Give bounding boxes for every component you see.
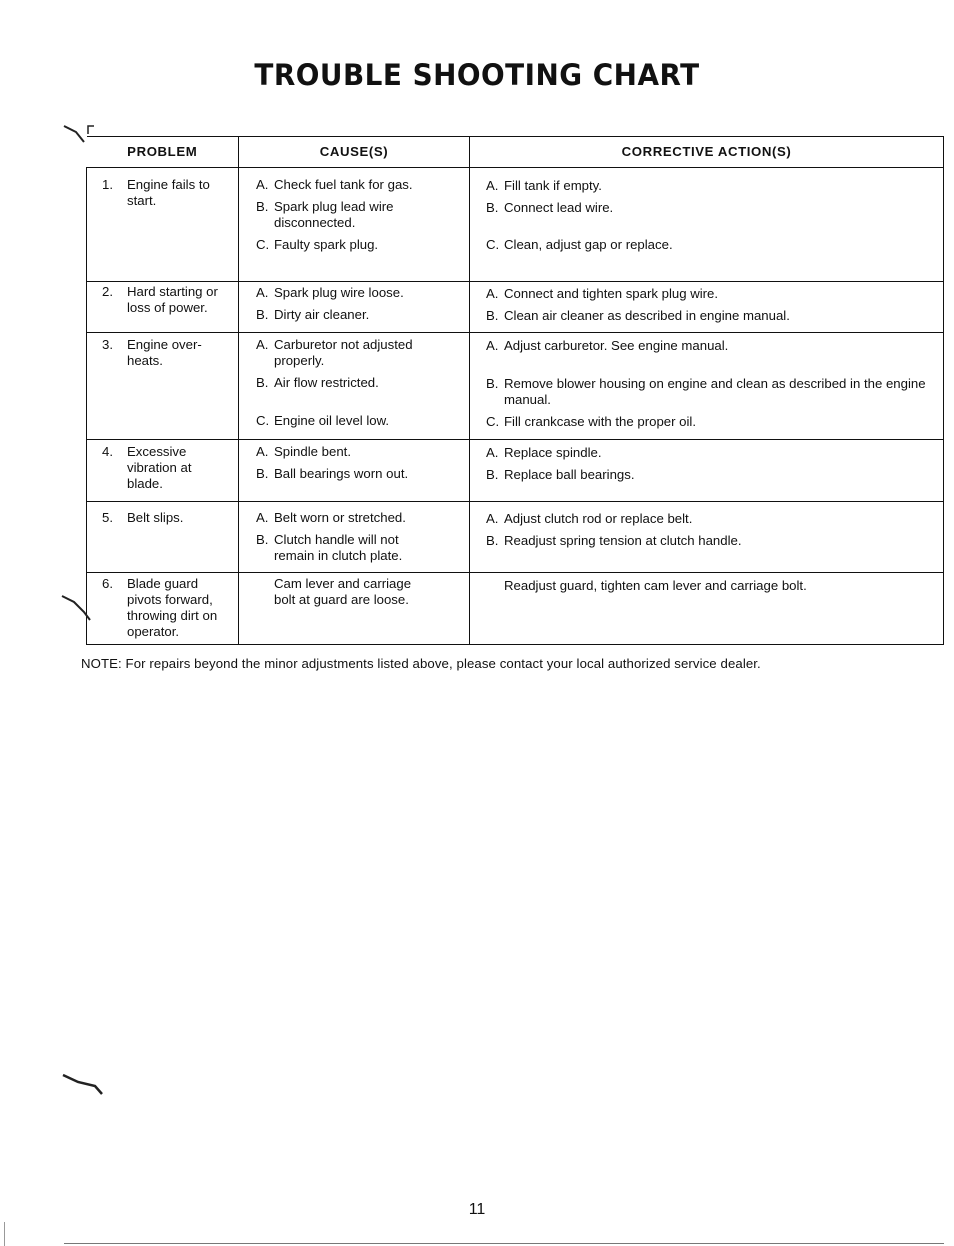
cause-text: Belt worn or stretched.	[274, 510, 406, 525]
cause-letter: B.	[256, 466, 269, 481]
cause-text: Engine oil level low.	[274, 413, 390, 428]
action-letter: A.	[486, 286, 499, 301]
problem-cell	[87, 333, 239, 440]
cause-letter: A.	[256, 177, 269, 192]
problem-cell	[87, 168, 239, 282]
problem-number: 2.	[102, 284, 113, 299]
cause-letter: B.	[256, 307, 269, 322]
scan-mark	[60, 1070, 110, 1100]
action-cell	[470, 333, 944, 440]
action-letter: A.	[486, 338, 499, 353]
cause-cell	[239, 282, 470, 333]
action-text: Clean air cleaner as described in engine manual.	[504, 308, 790, 323]
trouble-shooting-table	[86, 136, 944, 645]
cause-text: Ball bearings worn out.	[274, 466, 409, 481]
problem-text: Hard starting or loss of power.	[127, 284, 218, 315]
cause-letter: B.	[256, 199, 269, 214]
action-text: Adjust carburetor. See engine manual.	[504, 338, 729, 353]
action-cell	[470, 282, 944, 333]
problem-text: Excessive vibration at blade.	[127, 444, 192, 491]
cause-text: Cam lever and carriage bolt at guard are loose.	[274, 576, 412, 607]
cause-letter: C.	[256, 237, 270, 252]
problem-number: 5.	[102, 510, 113, 525]
action-text: Clean, adjust gap or replace.	[504, 237, 673, 252]
problem-cell	[87, 573, 239, 645]
cause-cell	[239, 502, 470, 573]
action-text: Adjust clutch rod or replace belt.	[504, 511, 693, 526]
table-row	[87, 573, 944, 645]
scan-mark	[60, 590, 100, 630]
action-cell	[470, 440, 944, 502]
action-letter: A.	[486, 178, 499, 193]
problem-cell	[87, 440, 239, 502]
cause-text: Dirty air cleaner.	[274, 307, 370, 322]
page-number: 11	[468, 1201, 486, 1218]
action-letter: B.	[486, 376, 499, 391]
cause-text: Spark plug wire loose.	[274, 285, 404, 300]
cause-cell	[239, 168, 470, 282]
page-title: TROUBLE SHOOTING CHART	[254, 58, 700, 92]
cause-letter: A.	[256, 337, 269, 352]
action-text: Fill crankcase with the proper oil.	[504, 414, 697, 429]
header-action: CORRECTIVE ACTION(S)	[470, 137, 944, 168]
table-row	[87, 440, 944, 502]
problem-cell	[87, 502, 239, 573]
action-letter: C.	[486, 237, 500, 252]
cause-letter: C.	[256, 413, 270, 428]
action-letter: A.	[486, 445, 499, 460]
action-text: Connect and tighten spark plug wire.	[504, 286, 719, 301]
cause-letter: B.	[256, 532, 269, 547]
action-text: Readjust spring tension at clutch handle.	[504, 533, 742, 548]
action-text: Connect lead wire.	[504, 200, 614, 215]
cause-cell	[239, 333, 470, 440]
action-text: Fill tank if empty.	[504, 178, 602, 193]
problem-text: Belt slips.	[127, 510, 184, 525]
cause-text: Carburetor not adjusted properly.	[274, 337, 413, 368]
header-cause: CAUSE(S)	[239, 137, 470, 168]
action-letter: B.	[486, 200, 499, 215]
action-letter: B.	[486, 533, 499, 548]
cause-letter: B.	[256, 375, 269, 390]
action-text: Readjust guard, tighten cam lever and carriage bolt.	[504, 578, 807, 593]
cause-text: Air flow restricted.	[274, 375, 379, 390]
cause-letter: A.	[256, 285, 269, 300]
cause-letter: A.	[256, 444, 269, 459]
problem-number: 6.	[102, 576, 113, 591]
action-cell	[470, 502, 944, 573]
header-problem: PROBLEM	[87, 137, 239, 168]
cause-text: Spindle bent.	[274, 444, 351, 459]
bottom-scan-line	[64, 1243, 944, 1244]
action-letter: B.	[486, 467, 499, 482]
repair-note: NOTE: For repairs beyond the minor adjustments listed above, please contact your local authorized service dealer.	[81, 656, 761, 671]
problem-text: Engine fails to start.	[127, 177, 210, 208]
cause-cell	[239, 440, 470, 502]
left-scan-line	[4, 1222, 5, 1246]
table-row	[87, 333, 944, 440]
action-text: Replace ball bearings.	[504, 467, 635, 482]
problem-text: Blade guard pivots forward, throwing dirt on operator.	[127, 576, 218, 639]
table-row	[87, 168, 944, 282]
cause-text: Faulty spark plug.	[274, 237, 379, 252]
problem-text: Engine over-heats.	[127, 337, 202, 368]
action-cell	[470, 573, 944, 645]
action-text: Replace spindle.	[504, 445, 602, 460]
cause-text: Check fuel tank for gas.	[274, 177, 413, 192]
problem-cell	[87, 282, 239, 333]
problem-number: 1.	[102, 177, 113, 192]
cause-text: Clutch handle will not remain in clutch plate.	[274, 532, 403, 563]
action-cell	[470, 168, 944, 282]
cause-text: Spark plug lead wire disconnected.	[274, 199, 394, 230]
cause-cell	[239, 573, 470, 645]
table-row	[87, 502, 944, 573]
problem-number: 4.	[102, 444, 113, 459]
action-letter: A.	[486, 511, 499, 526]
scan-mark	[62, 120, 102, 160]
action-letter: C.	[486, 414, 500, 429]
cause-letter: A.	[256, 510, 269, 525]
problem-number: 3.	[102, 337, 113, 352]
table-row	[87, 282, 944, 333]
action-text: Remove blower housing on engine and clean as described in the engine manual.	[504, 376, 926, 407]
action-letter: B.	[486, 308, 499, 323]
